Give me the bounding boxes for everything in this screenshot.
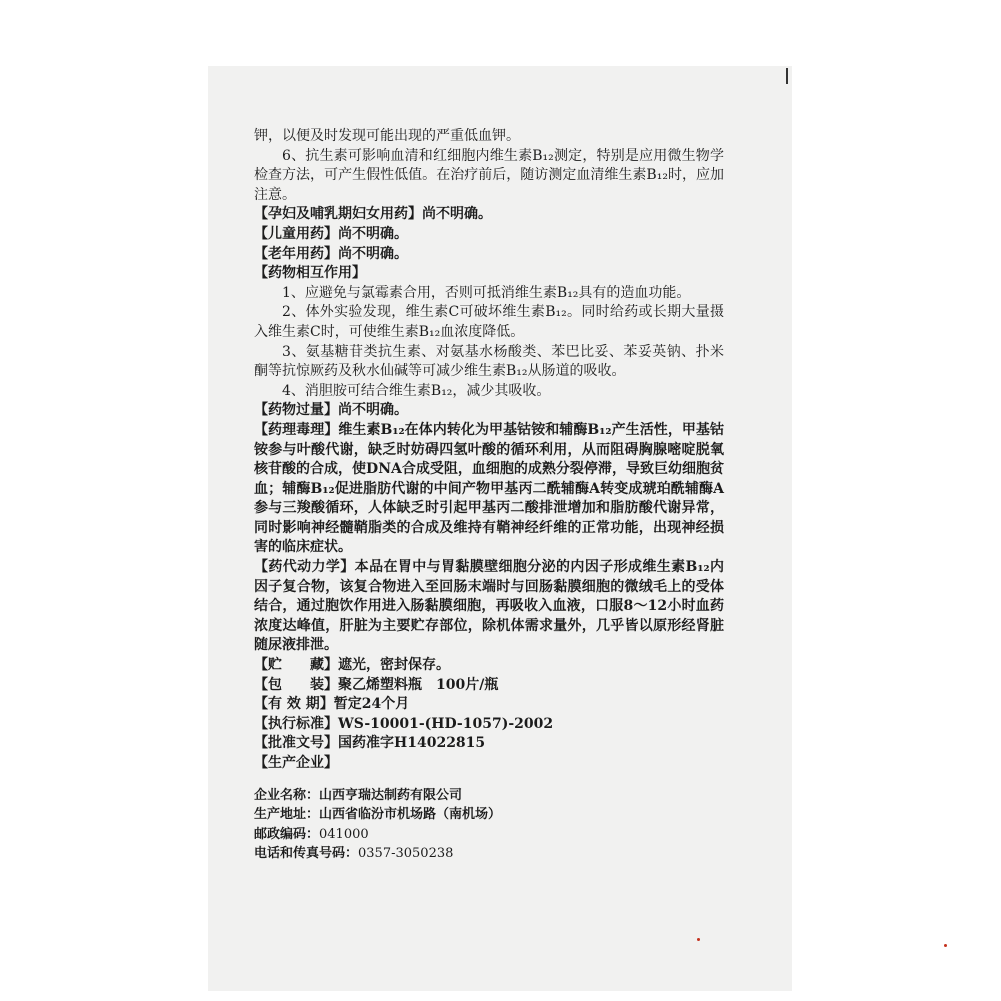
section-approval-number: 【批准文号】国药准字H14022815 <box>254 735 486 752</box>
phone-fax-label: 电话和传真号码： <box>254 846 359 862</box>
interaction-item-1: 1、应避免与氯霉素合用，否则可抵消维生素B₁₂具有的造血功能。 <box>282 284 691 301</box>
section-standard: 【执行标准】WS-10001-(HD-1057)-2002 <box>254 715 554 732</box>
section-pharmacokinetics: 【药代动力学】本品在胃中与胃黏膜壁细胞分泌的内因子形成维生素B₁₂内因子复合物，该复合物进入至回肠末端时与回肠黏膜细胞的微绒毛上的受体结合，通过胞饮作用进入肠黏膜细胞，再吸收入血液，口服8～12小时血药浓度达峰值，肝脏为主要贮存部位，除机体需求量外，几乎皆以原形经肾脏随尿液排泄。 <box>254 559 724 654</box>
section-storage: 【贮 藏】遮光，密封保存。 <box>254 657 450 674</box>
section-pharmacology: 【药理毒理】维生素B₁₂在体内转化为甲基钴铵和辅酶B₁₂产生活性，甲基钴铵参与叶酸代谢，缺乏时妨碍四氢叶酸的循环利用，从而阻碍胸腺嘧啶脱氧核苷酸的合成，使DNA合成受阻，血细胞的成熟分裂停滞，导致巨幼细胞贫血；辅酶B₁₂促进脂肪代谢的中间产物甲基丙二酰辅酶A转变成琥珀酰辅酶A参与三羧酸循环，人体缺乏时引起甲基丙二酸排泄增加和脂肪酸代谢异常，同时影响神经髓鞘脂类的合成及维持有鞘神经纤维的正常功能，出现神经损害的临床症状。 <box>254 421 724 556</box>
section-overdose: 【药物过量】尚不明确。 <box>254 402 408 419</box>
scan-speck <box>697 938 700 941</box>
phone-fax-value: 0357-3050238 <box>358 846 454 862</box>
interaction-note-6: 6、抗生素可影响血清和红细胞内维生素B₁₂测定，特别是应用微生物学检查方法，可产生假性低值。在治疗前后，随访测定血清维生素B₁₂时，应加注意。 <box>254 147 724 203</box>
text-continuation: 钾，以便及时发现可能出现的严重低血钾。 <box>254 128 520 144</box>
section-package: 【包 装】聚乙烯塑料瓶 100片/瓶 <box>254 676 499 693</box>
phone-fax-row <box>254 844 724 864</box>
manufacturer-info <box>254 786 724 864</box>
section-children: 【儿童用药】尚不明确。 <box>254 225 408 242</box>
section-manufacturer-heading: 【生产企业】 <box>254 755 338 771</box>
postcode-label: 邮政编码： <box>254 826 320 842</box>
page-edge-mark <box>786 68 788 84</box>
postcode-row <box>254 825 724 845</box>
address-value: 山西省临汾市机场路（南机场） <box>319 807 502 823</box>
company-name-value: 山西亨瑞达制药有限公司 <box>319 787 463 803</box>
interaction-item-3: 3、氨基糖苷类抗生素、对氨基水杨酸类、苯巴比妥、苯妥英钠、扑米酮等抗惊厥药及秋水仙碱等可减少维生素B₁₂从肠道的吸收。 <box>254 343 724 380</box>
interaction-item-2: 2、体外实验发现，维生素C可破坏维生素B₁₂。同时给药或长期大量摄入维生素C时，可使维生素B₁₂血浓度降低。 <box>254 304 724 340</box>
address-row <box>254 805 724 825</box>
company-name-label: 企业名称： <box>254 787 320 803</box>
section-pregnancy: 【孕妇及哺乳期妇女用药】尚不明确。 <box>254 206 492 223</box>
company-name-row <box>254 786 724 806</box>
leaflet-text <box>254 127 724 864</box>
postcode-value: 041000 <box>319 826 369 842</box>
interaction-item-4: 4、消胆胺可结合维生素B₁₂，减少其吸收。 <box>282 382 551 399</box>
address-label: 生产地址： <box>254 807 320 823</box>
section-elderly: 【老年用药】尚不明确。 <box>254 245 408 262</box>
scan-speck <box>944 944 947 947</box>
section-interactions-heading: 【药物相互作用】 <box>254 265 366 282</box>
section-shelf-life: 【有 效 期】暂定24个月 <box>254 696 410 713</box>
